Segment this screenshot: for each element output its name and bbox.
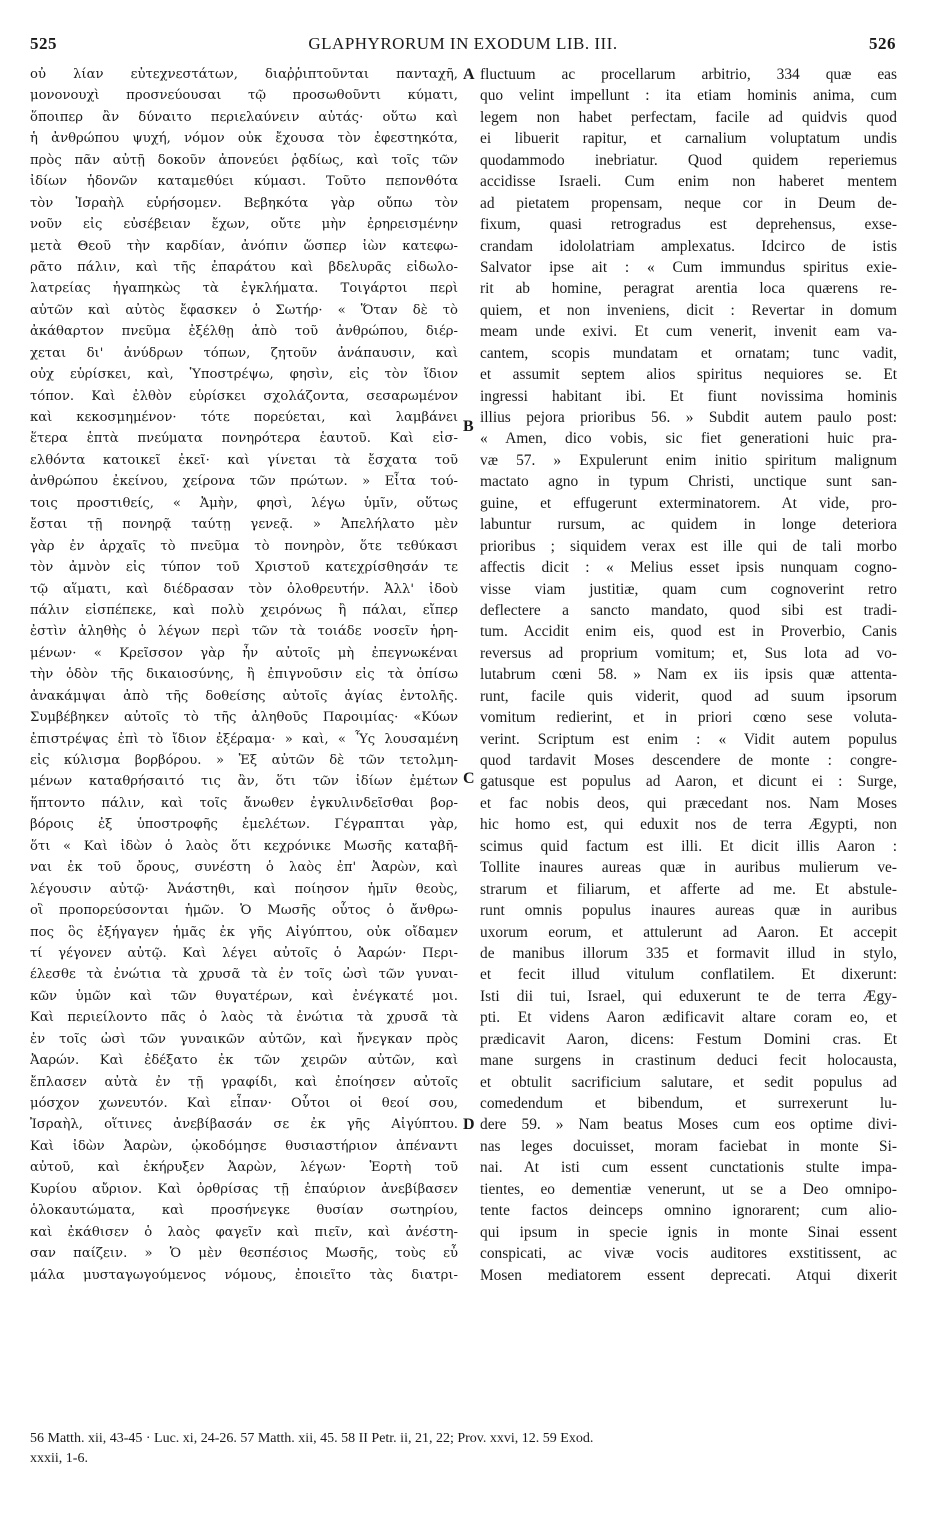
greek-text-line: ἔσται τῇ πονηρᾷ ταύτῃ γενεᾷ. » Ἀπελήλατο μὲν [30,517,458,533]
latin-text-line: verint. Scriptum est enim : « Vidit autem populus [480,730,897,748]
latin-text-line: et assumit septem alios spiritus nequiores se. Et [480,366,897,384]
greek-text-line: μένων καταθρήσαιτό τις ἂν, ὅτι τῶν ἰδίων ἐμέτων [30,774,458,790]
margin-letter-c: C [463,770,475,787]
latin-text-line: et fecit illud vitulum conflatilem. Et dixerunt: [480,966,897,984]
latin-text-line: cantem, scopis mundatam et ornatam; tunc vadit, [480,344,897,362]
latin-text-line: tente factos deinceps omnino ignorarent; cum alio- [480,1202,897,1220]
page-number-right: 526 [869,34,896,53]
greek-text-line: οὐ λίαν εὐτεχνεστάτων, διαῤῥιπτοῦνται πανταχῆ, [30,67,458,82]
margin-letter-a: A [463,66,475,83]
greek-text-line: τὸν ἀμνὸν εἰς τύπον τοῦ Χριστοῦ κατεχρίσθησάν τε [30,560,458,576]
latin-text-line: illius pejora prioribus 56. » Subdit autem paulo post: [480,409,897,426]
latin-text-line: visse viam justitiæ, quam cum cognoverint retro [480,580,897,598]
latin-text-line: meam unde exivi. Et cum venerit, invenit eam va- [480,323,897,341]
greek-text-line: πάλιν εἰσπέπεκε, καὶ πολὺ χειρόνως ἢ πάλαι, εἴπερ [30,602,458,618]
latin-text-line: væ 57. » Expulerunt enim initio spiritum malignum [480,451,897,469]
latin-text-line: lutabrum cœni 58. » Nam ex iis ipsis quæ attenta- [480,666,897,684]
greek-text-line: ὅποιπερ ἂν δύναιτο περιελαύνειν αὐτάς· οὕτω καὶ [30,109,458,125]
latin-text-line: labuntur rursum, ac quidem in longe deteriora [480,516,897,534]
latin-text-line: de manibus illorum 335 et formavit illud in stylo, [480,944,897,962]
greek-text-line: τόπον. Καὶ ἐλθὸν εὑρίσκει σχολάζοντα, σεσαρωμένον [30,388,458,404]
greek-text-line: εἰς κύλισμα βορβόρου. » Ἐξ αὐτῶν δὲ τῶν τετολμη- [30,753,458,768]
greek-text-line: οὐχ εὑρίσκει, καὶ, Ὑποστρέψω, φησὶν, εἰς τὸν ἴδιον [30,367,458,383]
greek-text-line: ἐν τοῖς ὠσὶ τῶν γυναικῶν αὐτῶν, καὶ ἤνεγκαν πρὸς [30,1031,458,1047]
greek-text-column [30,64,458,1286]
greek-text-line: ἐστὶν ἀληθὴς ὁ λέγων περὶ τῶν τὰ τοιάδε νοσεῖν ἡρη- [30,624,458,640]
greek-text-line: γὰρ ἐν ἀρχαῖς τὸ πνεῦμα τὸ πονηρὸν, ὅτε τεθύκασι [30,538,458,554]
latin-text-line: hic homo est, qui eduxit nos de terra Ægypti, non [480,816,897,834]
margin-letter-d: D [463,1116,475,1133]
latin-text-line: quodammodo inebriatur. Quod quidem reperiemus [480,151,897,169]
greek-text-line: τί γέγονεν αὐτῷ. Καὶ λέγει αὐτοῖς ὁ Ἀαρών· Περι- [30,945,458,961]
latin-text-line: « Amen, dico vobis, sic fiet generationi huic pra- [480,430,897,448]
latin-text-line: runt, facile quis viderit, quod ad suum ipsorum [480,687,897,705]
greek-text-line: Καὶ ἰδὼν Ἀαρὼν, ᾠκοδόμησε θυσιαστήριον ἀπέναντι [30,1138,458,1154]
latin-text-line: et fac nobis deos, qui præcedant nos. Nam Moses [480,794,897,812]
latin-text-line: nas leges docuisset, moram faciebat in monte Si- [480,1137,897,1155]
greek-text-line: ἰδίων ἡδονῶν καταμεθύει κύμασι. Τοῦτο πεπονθότα [30,174,458,190]
latin-text-line: deflectere a sancto mandato, quod sibi est tradi- [480,601,897,619]
latin-text-line: pti. Et videns Aaron ædificavit altare coram eo, et [480,1009,897,1027]
greek-text-line: καὶ κεκοσμημένον· τότε πορεύεται, καὶ λαμβάνει [30,410,458,425]
latin-text-line: quod tardavit Moses descendere de monte : congre- [480,752,897,769]
running-title: GLAPHYRORUM IN EXODUM LIB. III. [308,34,618,53]
latin-text-line: ad pietatem propensam, neque cor in Deum de- [480,194,897,212]
latin-text-line: reversus ad proprium vomitum; et, Sus lota ad vo- [480,644,897,662]
greek-text-line: τῷ αἵματι, καὶ διέδρασαν τὸν ὀλοθρευτήν. Ἀλλ' ἰδοὺ [30,581,458,597]
footnote-line-2: xxxii, 1-6. [30,1451,88,1466]
greek-text-line: ἡ ἀνθρώπου ψυχή, νόμον οὐκ ἔχουσα τὸν ἐφεστηκότα, [30,131,458,147]
greek-text-line: ὅτι « Καὶ ἰδὼν ὁ λαὸς ὅτι κεχρόνικε Μωσῆς καταβῆ- [30,838,458,854]
greek-text-line: μονονουχὶ προσνεύουσαι τῷ προσωθοῦντι κύματι, [30,88,458,104]
greek-text-line: Κυρίου αὔριον. Καὶ ὀρθρίσας τῇ ἐπαύριον ἀνεβίβασεν [30,1181,458,1197]
latin-text-line: fluctuum ac procellarum arbitrio, 334 quæ eas [480,66,897,83]
greek-text-line: μετὰ Θεοῦ τὴν καρδίαν, ἀνόπιν ὥσπερ ἰὼν κατεφω- [30,238,458,254]
latin-text-line: prioribus ; siquidem verax est ille qui de tali morbo [480,537,897,555]
greek-text-line: ελθόντα κατοικεῖ ἐκεῖ· καὶ γίνεται τὰ ἔσχατα τοῦ [30,452,458,468]
latin-text-line: vomitum redierint, et in priori cœno sese volutа- [480,709,897,727]
latin-text-line: et obtulit sacrificium salutare, et sedit populus ad [480,1073,897,1091]
greek-text-line: ἀκάθαρτον πνεῦμα ἐξέλθῃ ἀπὸ τοῦ ἀνθρώπου, διέρ- [30,324,458,340]
latin-text-line: nai. At isti cum essent cunctationis stulte impa- [480,1159,897,1177]
greek-text-line: ναι ἐκ τοῦ ὄρους, συνέστη ὁ λαὸς ἐπ' Ἀαρὼν, καὶ [30,860,458,876]
latin-text-line: fixum, quasi retrogradus est deprehensus, exse- [480,216,897,234]
greek-text-line: τὸν Ἰσραὴλ εὑρήσομεν. Βεβηκότα γὰρ οὔπω τὸν [30,195,458,211]
latin-text-line: quo velint impellunt : ita etiam hominis anima, cum [480,87,897,105]
greek-text-line: τὴν ὁδὸν τῆς δικαιοσύνης, ἢ ἐπιγνοῦσιν εἰς τὰ ὀπίσω [30,667,458,683]
latin-text-line: prædicavit Aaron, dicens: Festum Domini cras. Et [480,1030,897,1048]
greek-text-line: ρᾶτο πάλιν, καὶ τῆς ἐπαράτου καὶ βδελυρᾶς εἰδωλο- [30,259,458,275]
latin-text-line: scimus quid factum est illi. Et dicit illis Aaron : [480,837,897,855]
greek-text-line: έλεσθε τὰ ἐνώτια τὰ χρυσᾶ τὰ ἐν τοῖς ὠσὶ τῶν γυναι- [30,967,458,983]
greek-text-line: ὁλοκαυτώματα, καὶ προσήνεγκε θυσίαν σωτηρίου, [30,1203,458,1219]
greek-text-line: καὶ ἐκάθισεν ὁ λαὸς φαγεῖν καὶ πιεῖν, καὶ ἀνέστη- [30,1224,458,1240]
latin-text-line: uxorum eorum, et attulerunt ad Aaron. Et accepit [480,923,897,941]
greek-text-line: κῶν ὑμῶν καὶ τῶν θυγατέρων, καὶ ἐνέγκατέ μοι. [30,988,458,1004]
greek-text-line: μόσχον χωνευτόν. Καὶ εἶπαν· Οὗτοι οἱ θεοί σου, [30,1096,458,1111]
greek-text-line: μένων· « Κρεῖσσον γὰρ ἦν αὐτοῖς μὴ ἐπεγνωκέναι [30,645,458,661]
latin-text-line: guine, et effugerunt exterminatorem. At vide, pro- [480,494,897,512]
margin-letter-b: B [463,418,474,435]
greek-text-line: νοῦν εἰς εὐσέβειαν ἔχων, οὔτε μὴν ἐρηρεισμένην [30,217,458,233]
latin-text-line: Salvator ipse ait : « Cum immundus spiritus exie- [480,258,897,276]
latin-text-line: ei libuerit rapitur, et carnalium voluptatum undis [480,130,897,148]
latin-text-column [480,64,897,1286]
greek-text-line: ἀνακάμψαι ἀπὸ τῆς δοθείσης αὐτοῖς ἁγίας ἐντολῆς. [30,688,458,704]
greek-text-line: σαν παίζειν. » Ὁ μὲν θεσπέσιος Μωσῆς, τοὺς εὖ [30,1246,458,1262]
latin-text-line: Mosen mediatorem essent deprecati. Atqui dixerit [480,1266,897,1284]
greek-text-line: ἐπιστρέψας ἐπὶ τὸ ἴδιον ἐξέραμα· » καὶ, « Ὗς λουσαμένη [30,731,458,747]
latin-text-line: quiem, et non inveniens, dicit : Revertar in domum [480,301,897,319]
latin-text-line: rit ab homine, peragrat arentia loca quærens re- [480,280,897,298]
latin-text-line: ingressi habitant ibi. Et fiunt novissima hominis [480,387,897,405]
latin-text-line: runt omnis populus inaures aureas quæ in auribus [480,902,897,920]
greek-text-line: χεται δι' ἀνύδρων τόπων, ζητοῦν ἀνάπαυσιν, καὶ [30,345,458,361]
greek-text-line: λατρείας ἠγαπηκὼς τὰ ἐγκλήματα. Τοιγάρτοι περὶ [30,281,458,297]
greek-text-line: ἀνθρώπου ἐκείνου, χείρονα τῶν πρώτων. » Εἶτα τού- [30,474,458,490]
greek-text-line: αὐτῶν καὶ αὐτὸς ἔφασκεν ὁ Σωτήρ· « Ὅταν δὲ τὸ [30,302,458,318]
greek-text-line: οἳ προπορεύσονται ἡμῶν. Ὁ Μωσῆς οὗτος ὁ ἄνθρω- [30,903,458,919]
latin-text-line: mactato agno in typum Christi, unctique sunt san- [480,473,897,491]
greek-text-line: πος ὃς ἐξήγαγεν ἡμᾶς ἐκ γῆς Αἰγύπτου, οὐκ οἴδαμεν [30,924,458,940]
greek-text-line: ἥπτοντο πάλιν, καὶ τοῖς ἄνωθεν ἐγκυλινδεῖσθαι βορ- [30,795,458,811]
latin-text-line: legem non habet perfectam, facile ad quidvis quod [480,108,897,126]
latin-text-line: strarum et filiarum, et afferte ad me. Et abstule- [480,880,897,898]
greek-text-line: τοις προστιθείς, « Ἀμὴν, φησὶ, λέγω ὑμῖν, οὕτως [30,495,458,511]
running-header [30,34,896,58]
latin-text-line: affectis dicit : « Melius esset ipsis nunquam cogno- [480,559,897,577]
greek-text-line: ἕτερα ἑπτὰ πνεύματα πονηρότερα ἑαυτοῦ. Καὶ εἰσ- [30,431,458,447]
latin-text-line: dere 59. » Nam beatus Moses cum eos optime divi- [480,1116,897,1134]
greek-text-line: Καὶ περιείλοντο πᾶς ὁ λαὸς τὰ ἐνώτια τὰ χρυσᾶ τὰ [30,1010,458,1026]
latin-text-line: comedendum et bibendum, et surrexerunt lu- [480,1095,897,1112]
greek-text-line: αὐτοῦ, καὶ ἐκήρυξεν Ἀαρὼν, λέγων· Ἑορτὴ τοῦ [30,1160,458,1176]
greek-text-line: πρὸς πᾶν αὐτῇ δοκοῦν ἀπονεύει ῥᾳδίως, καὶ τοῖς τῶν [30,152,458,168]
greek-text-line: βόροις ἐξ ὑποστροφῆς ἐμελέτων. Γέγραπται γὰρ, [30,817,458,833]
latin-text-line: accidisse Israeli. Cum enim non haberet mentem [480,173,897,191]
greek-text-line: λέγουσιν αὐτῷ· Ἀνάστηθι, καὶ ποίησον ἡμῖν θεοὺς, [30,881,458,897]
greek-text-line: μάλα μυσταγωγούμενος νόμους, ἐποιεῖτο τὰς διατρι- [30,1267,458,1283]
latin-text-line: tientes, eo dementiæ venerunt, ut se a Deo omnipo- [480,1180,897,1198]
footnote-line-1: 56 Matth. xii, 43-45 · Luc. xi, 24-26. 57 Matth. xii, 45. 58 II Petr. ii, 21, 22; Prov. xxvi, 12. 59 Exod. [30,1431,594,1446]
latin-text-line: Isti dii tui, Israel, qui eduxerunt te de terra Ægy- [480,987,897,1005]
greek-text-line: Συμβέβηκεν αὐτοῖς τὸ τῆς ἀληθοῦς Παροιμίας· «Κύων [30,710,458,726]
latin-text-line: tum. Accidit enim eis, quod est in Proverbio, Canis [480,623,897,641]
latin-text-line: crandam idololatriam amplexatus. Idcirco de istis [480,237,897,255]
latin-text-line: conspicati, ac vivæ vocis auditores exstitissent, ac [480,1245,897,1263]
latin-text-line: gatusque est populus ad Aaron, et dicunt ei : Surge, [480,773,897,791]
page-number-left: 525 [30,34,57,53]
latin-text-line: Tollite inaures aureas quæ in auribus mulierum ve- [480,859,897,877]
greek-text-line: Ἀαρών. Καὶ ἐδέξατο ἐκ τῶν χειρῶν αὐτῶν, καὶ [30,1053,458,1069]
latin-text-line: mane surgens in crastinum deduci fecit holocausta, [480,1052,897,1070]
latin-text-line: qui ipsum in specie ignis in monte Sinai essent [480,1223,897,1241]
greek-text-line: ἔπλασεν αὐτὰ ἐν τῇ γραφίδι, καὶ ἐποίησεν αὐτοῖς [30,1074,458,1090]
greek-text-line: Ἰσραὴλ, οἵτινες ἀνεβίβασάν σε ἐκ γῆς Αἰγύπτου. [30,1117,458,1133]
